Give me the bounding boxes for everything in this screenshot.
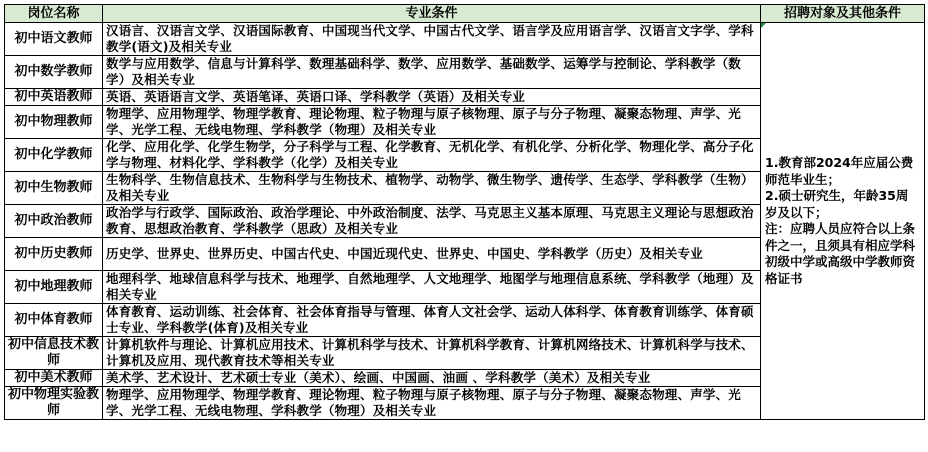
position-cell[interactable]: 初中数学教师	[5, 56, 103, 89]
major-cell[interactable]: 地理科学、地球信息科学与技术、地理学、自然地理学、人文地理学、地图学与地理信息系统、学科教学（地理）及相关专业	[103, 271, 761, 304]
position-cell[interactable]: 初中英语教师	[5, 89, 103, 106]
position-cell[interactable]: 初中化学教师	[5, 139, 103, 172]
major-cell[interactable]: 物理学、应用物理学、物理学教育、理论物理、粒子物理与原子核物理、原子与分子物理、凝聚态物理、声学、光学、光学工程、无线电物理、学科教学（物理）及相关专业	[103, 106, 761, 139]
position-cell[interactable]: 初中历史教师	[5, 238, 103, 271]
position-cell[interactable]: 初中体育教师	[5, 304, 103, 337]
header-major[interactable]: 专业条件	[103, 5, 761, 23]
position-cell[interactable]: 初中信息技术教师	[5, 337, 103, 370]
header-row	[5, 5, 925, 23]
major-cell[interactable]: 化学、应用化学、化学生物学，分子科学与工程、化学教育、无机化学、有机化学、分析化学、物理化学、高分子化学与物理、材料化学、学科教学（化学）及相关专业	[103, 139, 761, 172]
position-cell[interactable]: 初中政治教师	[5, 205, 103, 238]
major-cell[interactable]: 计算机软件与理论、计算机应用技术、计算机科学与技术、计算机科学教育、计算机网络技术、计算机科学与技术、计算机及应用、现代教育技术等相关专业	[103, 337, 761, 370]
major-cell[interactable]: 政治学与行政学、国际政治、政治学理论、中外政治制度、法学、马克思主义基本原理、马克思主义理论与思想政治教育、思想政治教育、学科教学（思政）及相关专业	[103, 205, 761, 238]
conditions-cell[interactable]	[761, 23, 925, 420]
position-cell[interactable]: 初中生物教师	[5, 172, 103, 205]
table-row	[5, 23, 925, 56]
position-cell[interactable]: 初中物理实验教师	[5, 387, 103, 420]
major-cell[interactable]: 体育教育、运动训练、社会体育、社会体育指导与管理、体育人文社会学、运动人体科学、体育教育训练学、体育硕士专业、学科教学(体育)及相关专业	[103, 304, 761, 337]
header-conditions[interactable]: 招聘对象及其他条件	[761, 5, 925, 23]
major-cell[interactable]: 汉语言、汉语言文学、汉语国际教育、中国现当代文学、中国古代文学、语言学及应用语言学、汉语言文字学、学科教学(语文)及相关专业	[103, 23, 761, 56]
major-cell[interactable]: 生物科学、生物信息技术、生物科学与生物技术、植物学、动物学、微生物学、遗传学、生态学、学科教学（生物）及相关专业	[103, 172, 761, 205]
position-cell[interactable]: 初中美术教师	[5, 370, 103, 387]
position-cell[interactable]: 初中地理教师	[5, 271, 103, 304]
major-cell[interactable]: 物理学、应用物理学、物理学教育、理论物理、粒子物理与原子核物理、原子与分子物理、凝聚态物理、声学、光学、光学工程、无线电物理、学科教学（物理）及相关专业	[103, 387, 761, 420]
major-cell[interactable]: 数学与应用数学、信息与计算科学、数理基础科学、数学、应用数学、基础数学、运筹学与控制论、学科教学（数学）及相关专业	[103, 56, 761, 89]
position-cell[interactable]: 初中物理教师	[5, 106, 103, 139]
major-cell[interactable]: 美术学、艺术设计、艺术硕士专业（美术）、绘画、中国画、油画 、学科教学（美术）及相关专业	[103, 370, 761, 387]
major-cell[interactable]: 英语、英语语言文学、英语笔译、英语口译、学科教学（英语）及相关专业	[103, 89, 761, 106]
cell-comment-marker	[761, 23, 766, 28]
recruitment-table	[4, 4, 925, 420]
position-cell[interactable]: 初中语文教师	[5, 23, 103, 56]
conditions-text: 1.教育部2024年应届公费师范毕业生； 2.硕士研究生，年龄35周岁及以下； 注：应聘人员应符合以上条件之一，且须具有相应学科初级中学或高级中学教师资格证书	[765, 155, 916, 286]
major-cell[interactable]: 历史学、世界史、世界历史、中国古代史、中国近现代史、世界史、中国史、学科教学（历史）及相关专业	[103, 238, 761, 271]
header-position[interactable]: 岗位名称	[5, 5, 103, 23]
